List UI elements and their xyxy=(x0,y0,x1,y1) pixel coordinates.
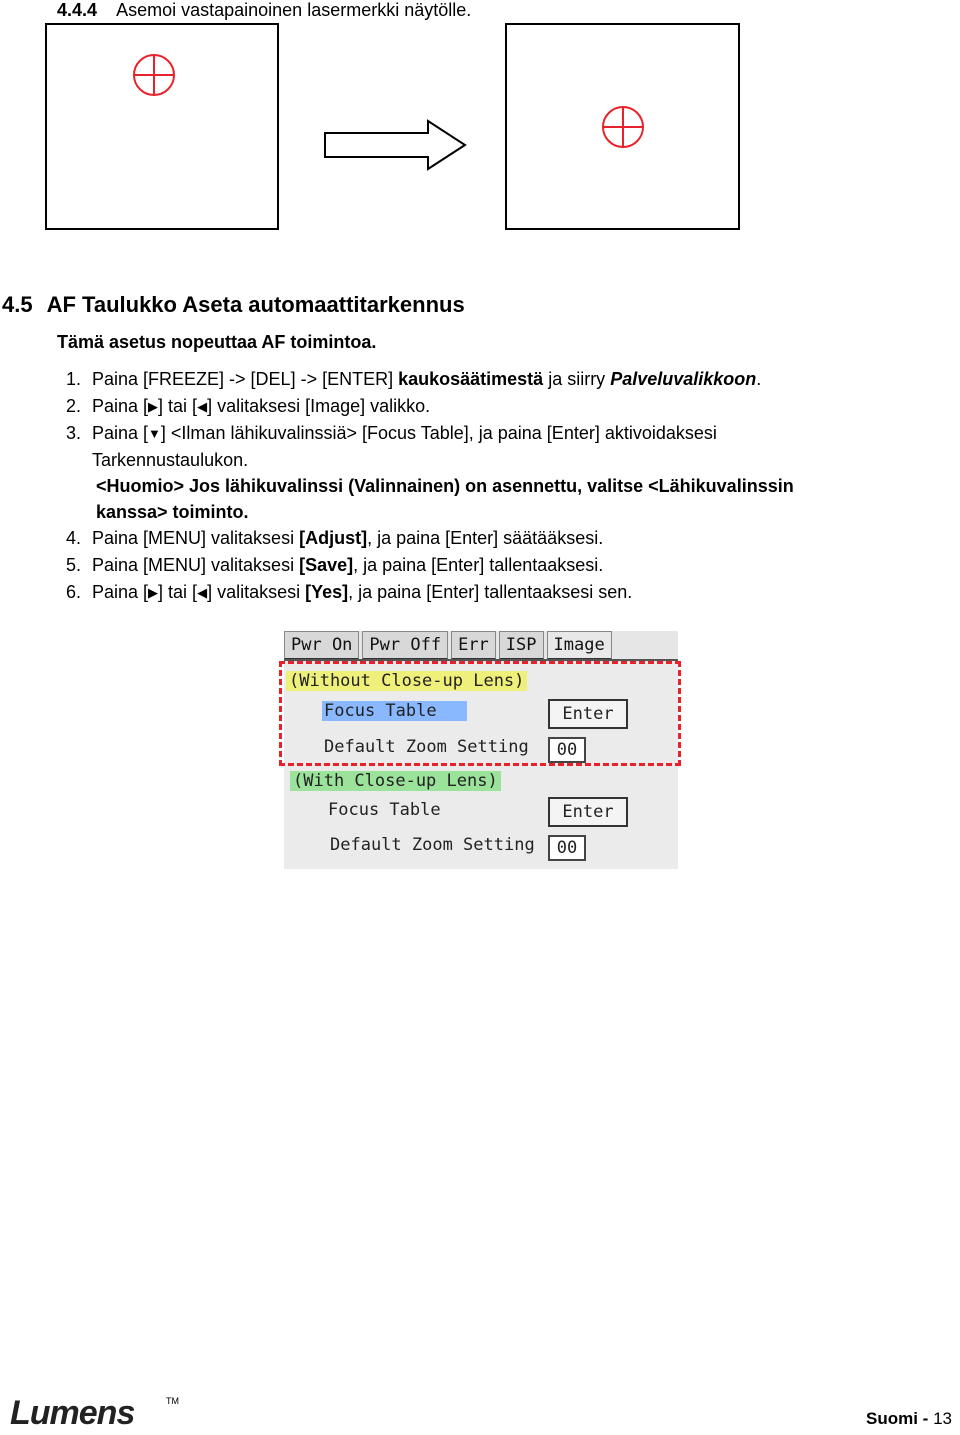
default-zoom-label: Default Zoom Setting xyxy=(324,737,529,757)
down-triangle-icon: ▼ xyxy=(148,426,161,441)
trademark-mark: TM xyxy=(166,1396,179,1406)
step-3-note-line-2: kanssa> toiminto. xyxy=(96,502,249,522)
before-frame xyxy=(45,23,279,230)
group-without-close-up-lens: (Without Close-up Lens) xyxy=(286,671,527,691)
default-zoom-value-2[interactable]: 00 xyxy=(548,835,586,861)
section-title xyxy=(2,292,465,318)
step-3: 3. Paina [▼] <Ilman lähikuvalinssiä> [Focus Table], ja paina [Enter] aktivoidaksesi xyxy=(66,423,717,443)
right-triangle-icon: ▶ xyxy=(148,585,159,600)
page-number xyxy=(866,1409,952,1429)
page-number-value: 13 xyxy=(933,1409,952,1428)
step-3-note-line-1: <Huomio> Jos lähikuvalinssi (Valinnainen) on asennettu, valitse <Lähikuvalinssin xyxy=(96,476,794,496)
subsection-title: Asemoi vastapainoinen lasermerkki näytölle. xyxy=(116,0,472,20)
tab-err[interactable]: Err xyxy=(451,631,496,660)
default-zoom-label-2: Default Zoom Setting xyxy=(330,835,535,855)
laser-mark-icon xyxy=(131,52,177,98)
right-triangle-icon: ▶ xyxy=(148,399,159,414)
laser-mark-icon xyxy=(600,104,646,150)
section-intro: Tämä asetus nopeuttaa AF toimintoa. xyxy=(57,332,377,352)
focus-table-enter-button-2[interactable]: Enter xyxy=(548,797,628,827)
step-1: 1. Paina [FREEZE] -> [DEL] -> [ENTER] kaukosäätimestä ja siirry Palveluvalikkoon. xyxy=(66,369,762,389)
subsection-number: 4.4.4 xyxy=(57,0,98,20)
group-with-close-up-lens: (With Close-up Lens) xyxy=(290,771,501,791)
left-triangle-icon: ◀ xyxy=(197,585,208,600)
step-6: 6. Paina [▶] tai [◀] valitaksesi [Yes], ja paina [Enter] tallentaaksesi sen. xyxy=(66,582,633,602)
focus-table-label-selected[interactable]: Focus Table xyxy=(322,701,467,721)
after-frame xyxy=(505,23,740,230)
tab-image[interactable]: Image xyxy=(547,631,612,660)
subsection-heading xyxy=(57,0,471,21)
osd-tab-bar xyxy=(284,631,615,659)
page-language: Suomi - xyxy=(866,1409,934,1428)
highlight-box xyxy=(279,661,681,766)
step-2: 2. Paina [▶] tai [◀] valitaksesi [Image] valikko. xyxy=(66,396,431,416)
focus-table-label[interactable]: Focus Table xyxy=(328,800,441,820)
tab-pwr-on[interactable]: Pwr On xyxy=(284,631,359,660)
default-zoom-value[interactable]: 00 xyxy=(548,737,586,763)
step-4: 4. Paina [MENU] valitaksesi [Adjust], ja paina [Enter] säätääksesi. xyxy=(66,528,604,548)
left-triangle-icon: ◀ xyxy=(197,399,208,414)
right-arrow-icon xyxy=(323,119,469,171)
tab-pwr-off[interactable]: Pwr Off xyxy=(362,631,448,660)
focus-table-enter-button[interactable]: Enter xyxy=(548,699,628,729)
section-number: 4.5 xyxy=(2,292,33,317)
step-3-line-2: Tarkennustaulukon. xyxy=(92,450,249,470)
tab-isp[interactable]: ISP xyxy=(499,631,544,660)
lumens-logo: Lumens xyxy=(10,1394,135,1432)
section-name: AF Taulukko Aseta automaattitarkennus xyxy=(46,292,465,317)
step-5: 5. Paina [MENU] valitaksesi [Save], ja paina [Enter] tallentaaksesi. xyxy=(66,555,604,575)
